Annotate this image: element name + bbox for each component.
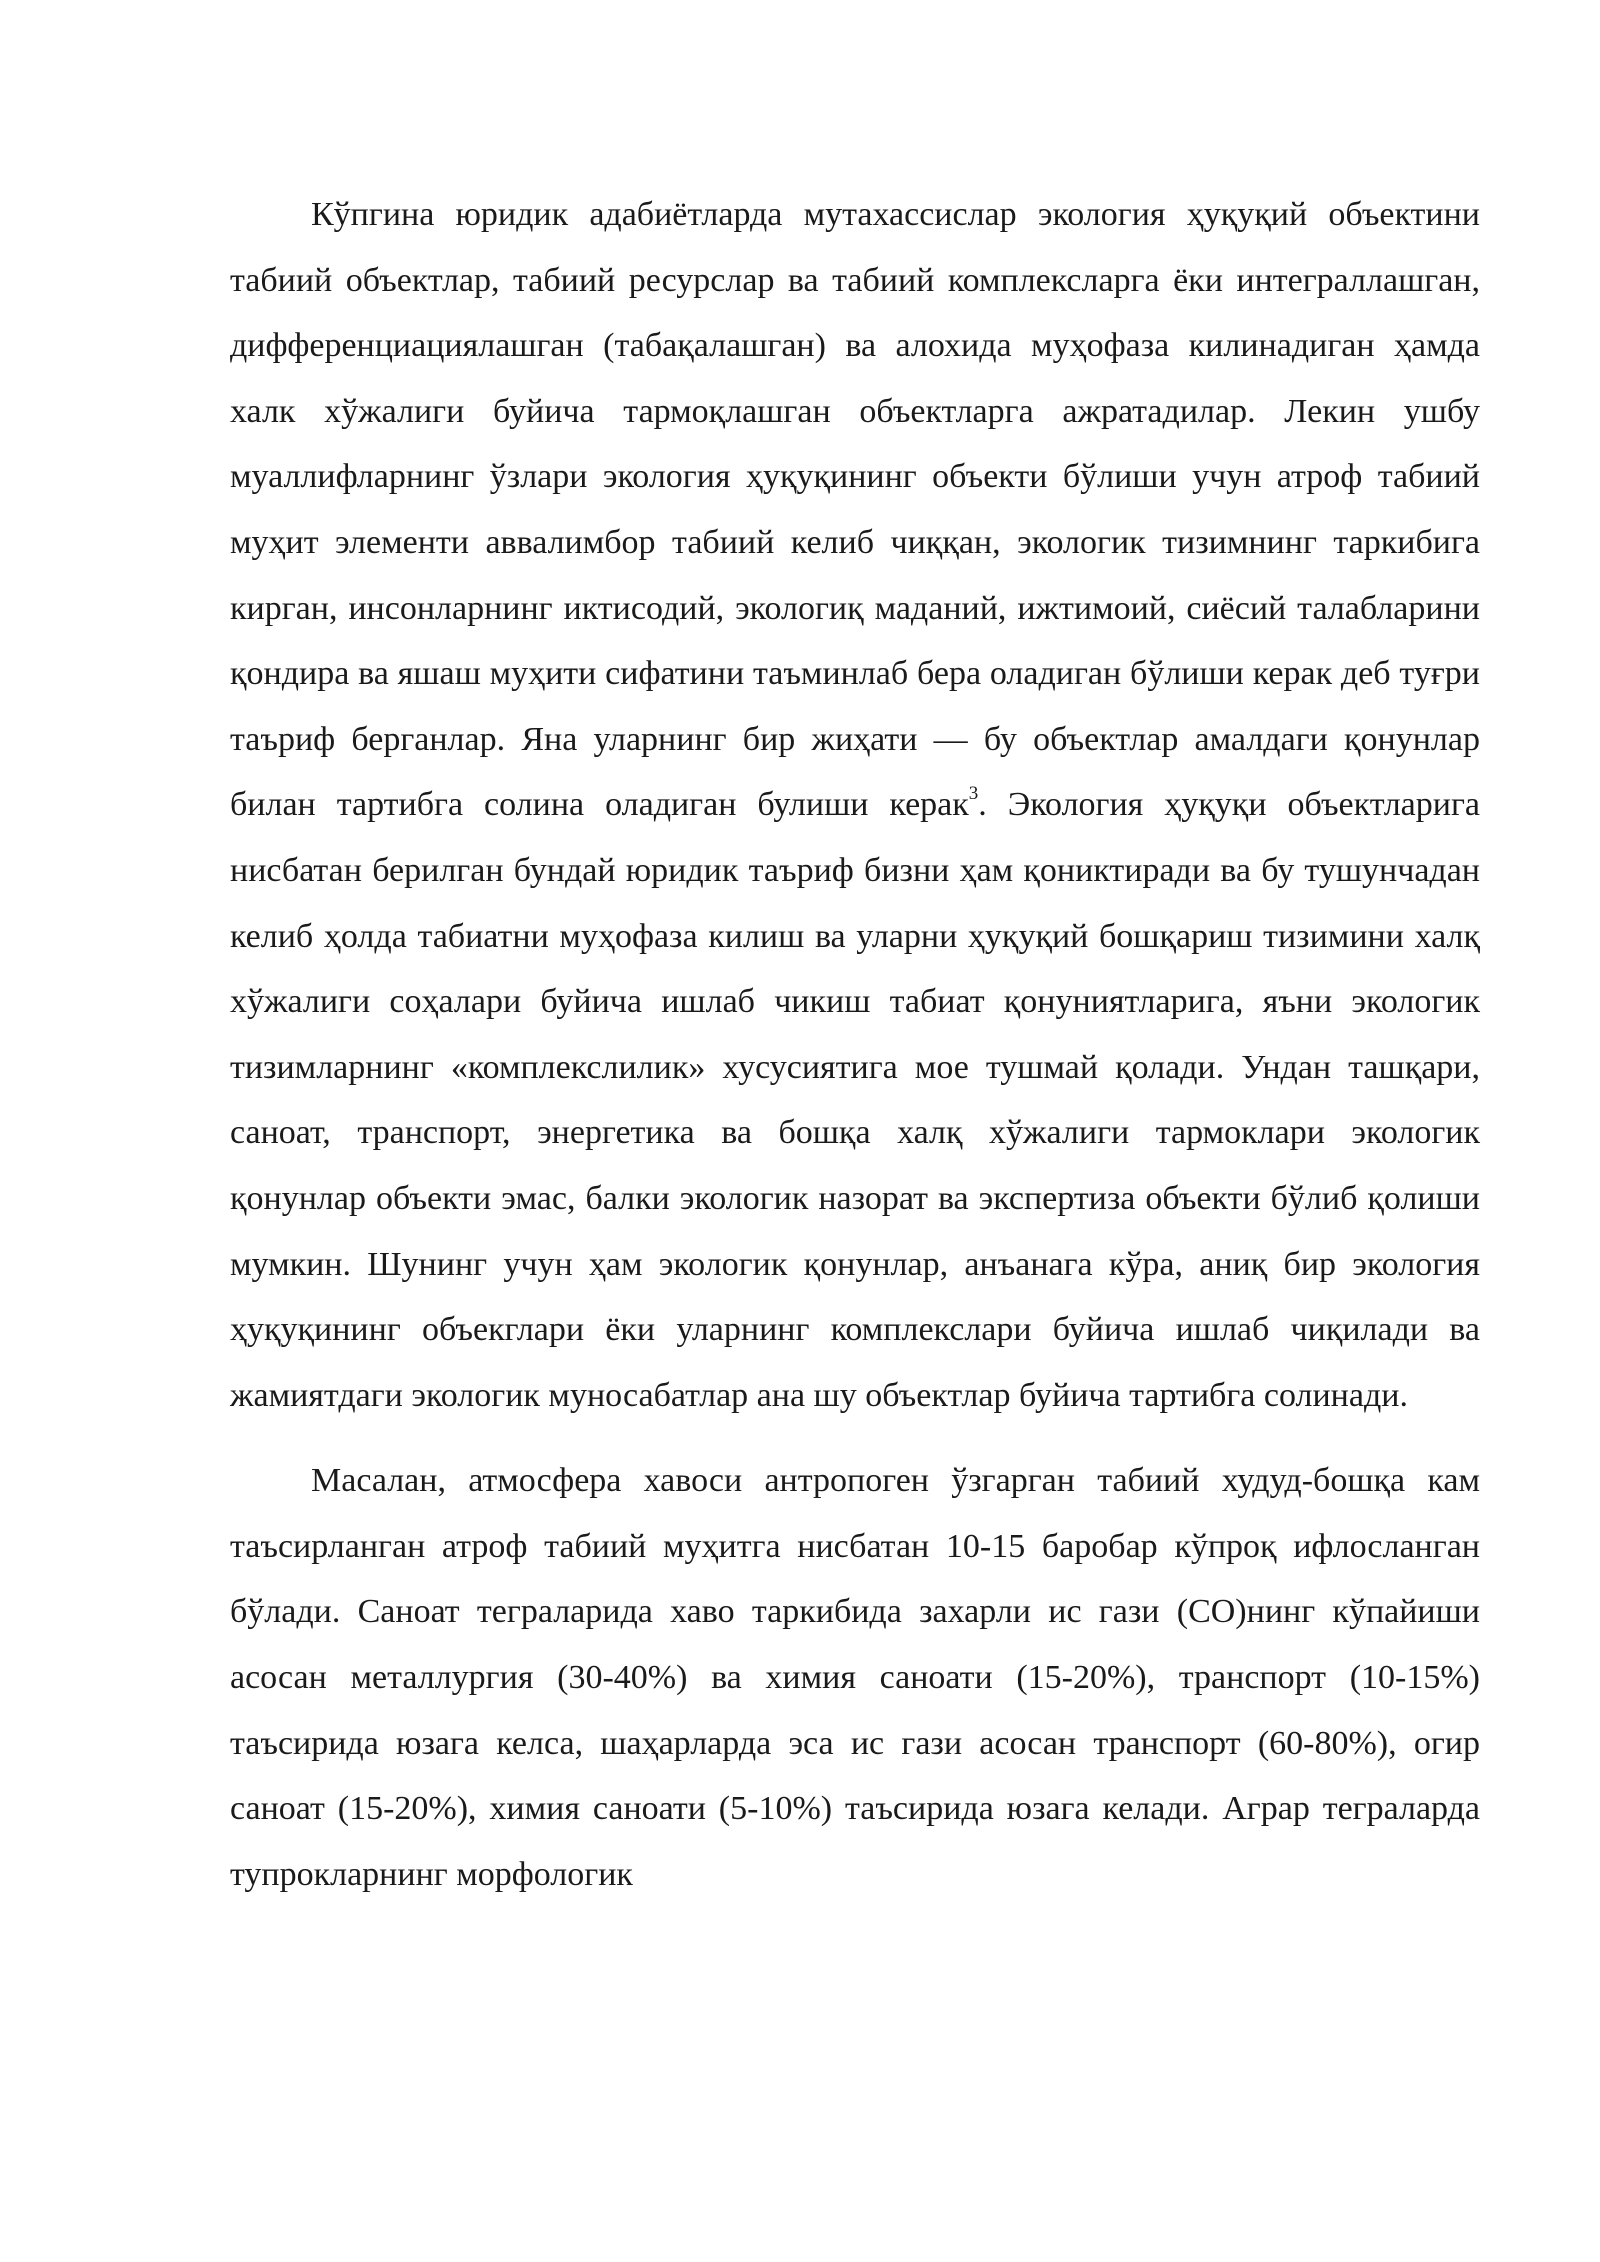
paragraph-2-text: Масалан, атмосфера хавоси антропоген ўзгарган табиий худуд-бошқа кам таъсирланган атроф табиий муҳитга нисбатан 10-15 баробар кўпроқ ифлосланган бўлади. Саноат теграларида хаво таркибида захарли ис гази (СО)нинг кўпайиши асосан металлургия (30-40%) ва химия саноати (15-20%), транспорт (10-15%) таъсирида юзага келса, шаҳарларда эса ис гази асосан транспорт (60-80%), огир саноат (15-20%), химия саноати (5-10%) таъсирида юзага келади. Аграр теграларда тупрокларнинг морфологик bbox=[230, 1462, 1480, 1893]
paragraph-1-text-after-note: . Экология ҳуқуқи объектларига нисбатан берилган бундай юридик таъриф бизни ҳам қониктиради ва бу тушунчадан келиб ҳолда табиатни муҳофаза килиш ва уларни ҳуқуқий бошқариш тизимини халқ хўжалиги соҳалари буйича ишлаб чикиш табиат қонуниятларига, яъни экологик тизимларнинг «комплекслилик» хусусиятига мое тушмай қолади. Ундан ташқари, саноат, транспорт, энергетика ва бошқа халқ хўжалиги тармоклари экологик қонунлар объекти эмас, балки экологик назорат ва экспертиза объекти бўлиб қолиши мумкин. Шунинг учун ҳам экологик қонунлар, анъанага кўра, аниқ бир экология ҳуқуқининг объекглари ёки уларнинг комплекслари буйича ишлаб чиқилади ва жамиятдаги экологик муносабатлар ана шу объектлар буйича тартибга солинади. bbox=[230, 786, 1480, 1414]
paragraph-1 bbox=[230, 182, 1480, 1428]
body-text bbox=[230, 182, 1480, 1907]
paragraph-1-text-before-note: Кўпгина юридик адабиётларда мутахассислар экология ҳуқуқий объектини табиий объектлар, табиий ресурслар ва табиий комплексларга ёки интеграллашган, дифференциациялашган (табақалашган) ва алохида муҳофаза килинадиган ҳамда халк хўжалиги буйича тармоқлашган объектларга ажратадилар. Лекин ушбу муаллифларнинг ўзлари экология ҳуқуқининг объекти бўлиши учун атроф табиий муҳит элементи аввалимбор табиий келиб чиққан, экологик тизимнинг таркибига кирган, инсонларнинг иктисодий, экологиқ маданий, ижтимоий, сиёсий талабларини қондира ва яшаш муҳити сифатини таъминлаб бера оладиган бўлиши керак деб туғри таъриф берганлар. Яна уларнинг бир жиҳати — бу объектлар амалдаги қонунлар билан тартибга солина оладиган булиши керак bbox=[230, 196, 1480, 824]
paragraph-2 bbox=[230, 1448, 1480, 1907]
footnote-reference[interactable]: 3 bbox=[968, 783, 979, 805]
